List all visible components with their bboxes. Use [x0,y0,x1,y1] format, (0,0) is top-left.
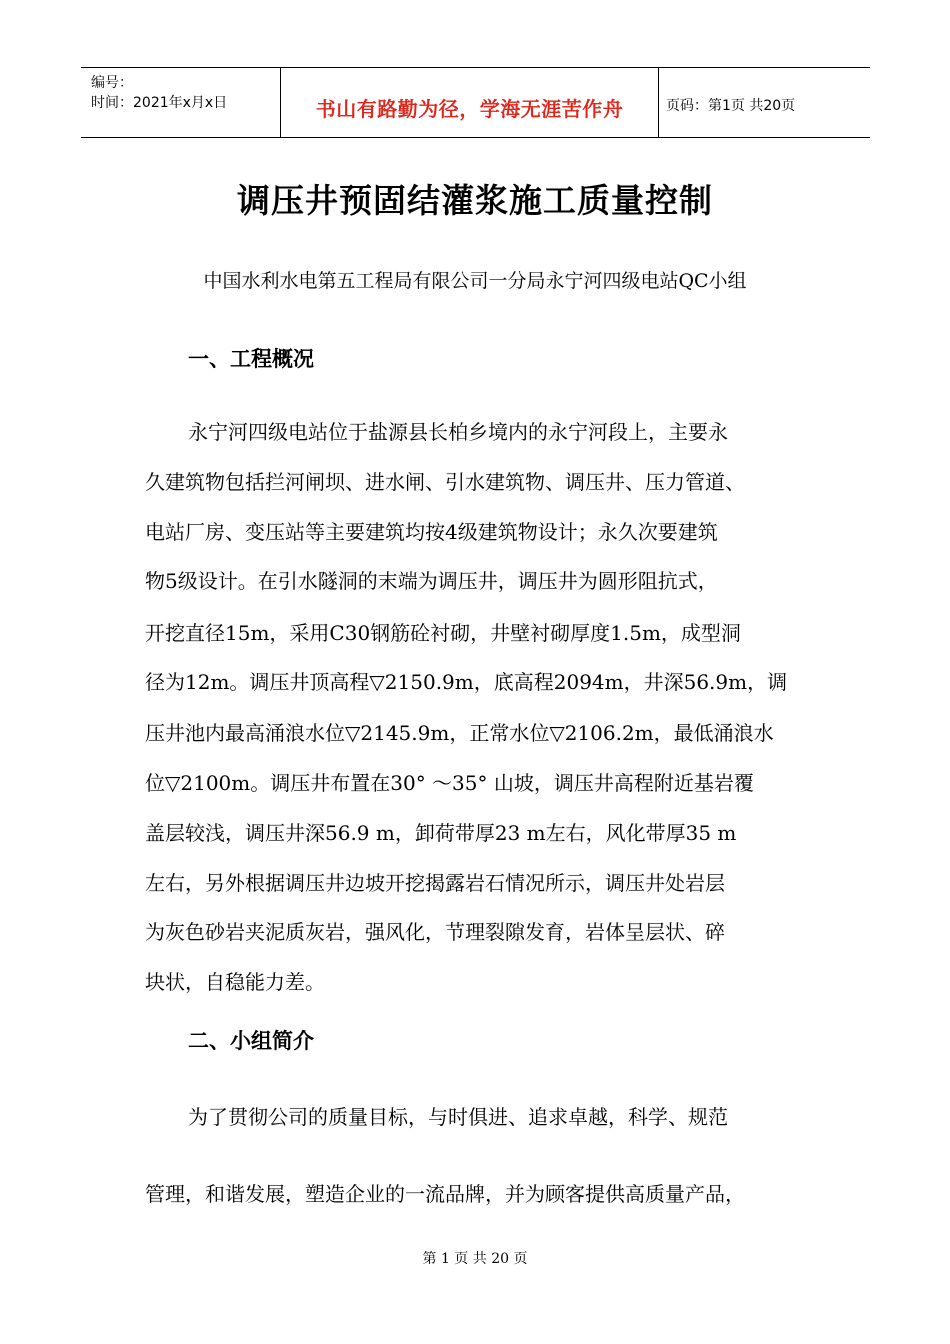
paragraph-line: 物5级设计。在引水隧洞的末端为调压井，调压井为圆形阻抗式， [145,569,718,593]
document-subtitle: 中国水利水电第五工程局有限公司一分局永宁河四级电站QC小组 [203,270,747,292]
header-meta-cell [81,68,281,137]
paragraph-line: 开挖直径15m，采用C30钢筋砼衬砌，井壁衬砌厚度1.5m，成型洞 [145,621,741,645]
header-motto: 书山有路勤为径，学海无涯苦作舟 [315,97,624,121]
paragraph-line: 为灰色砂岩夹泥质灰岩，强风化，节理裂隙发育，岩体呈层状、碎 [145,920,725,944]
section-heading-overview: 一、工程概况 [188,347,314,371]
header-page-info: 页码：第1页 共20页 [666,98,796,114]
document-time-label: 时间：2021年x月x日 [91,95,228,111]
document-title: 调压井预固结灌浆施工质量控制 [237,181,713,220]
paragraph-line: 压井池内最高涌浪水位▽2145.9m，正常水位▽2106.2m，最低涌浪水 [145,721,774,745]
paragraph-line: 为了贯彻公司的质量目标，与时俱进、追求卓越，科学、规范 [188,1105,728,1129]
paragraph-line: 管理，和谐发展，塑造企业的一流品牌，并为顾客提供高质量产品， [145,1182,745,1206]
page-header [81,67,870,138]
paragraph-line: 径为12m。调压井顶高程▽2150.9m，底高程2094m，井深56.9m，调 [145,670,788,694]
section-heading-team: 二、小组简介 [188,1029,314,1053]
paragraph-line: 电站厂房、变压站等主要建筑均按4级建筑物设计；永久次要建筑 [145,520,718,544]
paragraph-line: 永宁河四级电站位于盐源县长柏乡境内的永宁河段上，主要永 [188,420,728,444]
paragraph-line: 盖层较浅，调压井深56.9 m，卸荷带厚23 m左右，风化带厚35 m [145,821,737,845]
paragraph-line: 左右，另外根据调压井边坡开挖揭露岩石情况所示，调压井处岩层 [145,871,725,895]
header-motto-cell [281,68,659,137]
document-number-label: 编号： [91,75,133,91]
paragraph-line: 久建筑物包括拦河闸坝、进水闸、引水建筑物、调压井、压力管道、 [145,470,745,494]
page-footer: 第 1 页 共 20 页 [422,1251,528,1267]
header-page-cell [659,68,870,137]
paragraph-line: 位▽2100m。调压井布置在30° ～35° 山坡，调压井高程附近基岩覆 [145,771,754,795]
paragraph-line: 块状，自稳能力差。 [145,970,325,994]
